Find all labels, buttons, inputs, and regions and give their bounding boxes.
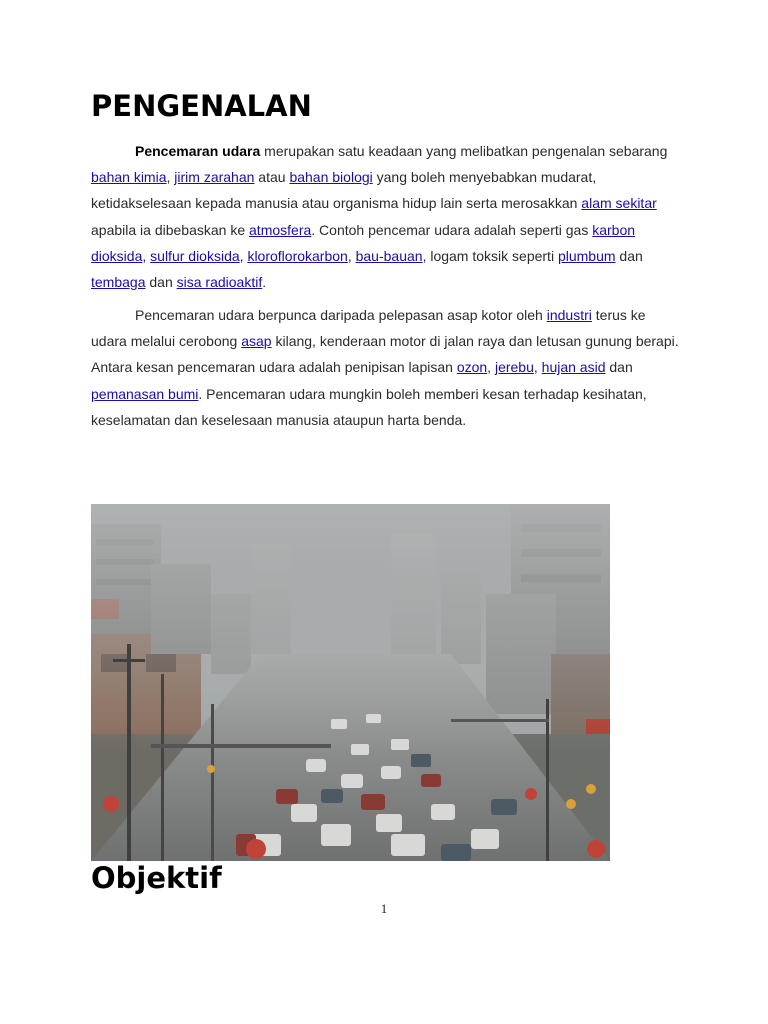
text-run: . Contoh pencemar udara adalah seperti gas [311,221,593,238]
text-run: yang boleh menyebabkan mudarat, ketidakselesaan kepada manusia atau organisma hidup lain serta merosakkan [91,169,597,212]
link-ozon[interactable]: ozon [456,359,488,376]
text-run: , [487,359,495,376]
text-run: dan [605,359,633,376]
section-heading-objektif: Objektif [91,861,222,895]
bold-term: Pencemaran udara [135,143,261,159]
link-pemanasan-bumi[interactable]: pemanasan bumi [91,385,199,402]
link-asap[interactable]: asap [241,333,272,350]
text-run: Pencemaran udara berpunca daripada pelepasan asap kotor oleh [135,307,547,323]
text-run: kilang, kenderaan motor di jalan raya dan letusan gunung berapi. Antara kesan pencemaran udara adalah penipisan lapisan [91,333,679,376]
text-run: apabila ia dibebaskan ke [91,221,250,238]
page-title: PENGENALAN [91,89,312,123]
smog-street-photo [91,504,610,861]
link-atmosfera[interactable]: atmosfera [249,221,312,238]
link-jirim-zarahan[interactable]: jirim zarahan [174,169,255,186]
page-number: 1 [380,901,388,916]
link-sulfur-dioksida[interactable]: sulfur dioksida [150,247,240,264]
link-sisa-radioaktif[interactable]: sisa radioaktif [176,274,263,291]
text-run: terus ke udara melalui cerobong [91,307,646,350]
link-tembaga[interactable]: tembaga [91,274,146,291]
link-hujan-asid[interactable]: hujan asid [541,359,606,376]
text-run: , [142,247,151,264]
text-run: , logam toksik seperti [422,247,558,264]
text-run: atau [254,169,290,186]
text-run: , [239,247,248,264]
link-bau-bauan[interactable]: bau-bauan [355,247,423,264]
link-karbon-dioksida[interactable]: karbon dioksida [91,221,636,264]
text-run: merupakan satu keadaan yang melibatkan pengenalan sebarang [260,143,668,159]
link-alam-sekitar[interactable]: alam sekitar [581,195,657,212]
link-bahan-biologi[interactable]: bahan biologi [289,169,373,186]
text-run: . Pencemaran udara mungkin boleh memberi kesan terhadap kesihatan, keselamatan dan keselesaan manusia ataupun harta benda. [91,385,647,428]
link-jerebu[interactable]: jerebu [494,359,534,376]
text-run: . [262,274,267,291]
text-run: dan [615,247,643,264]
link-kloroflorokarbon[interactable]: kloroflorokarbon [247,247,348,264]
causes-paragraph [91,302,683,433]
text-run: , [166,169,175,186]
text-run: , [347,247,356,264]
link-plumbum[interactable]: plumbum [557,247,616,264]
text-run: dan [145,274,177,291]
intro-paragraph [91,138,683,295]
text-run: , [533,359,542,376]
link-bahan-kimia[interactable]: bahan kimia [91,169,167,186]
link-industri[interactable]: industri [546,307,592,323]
